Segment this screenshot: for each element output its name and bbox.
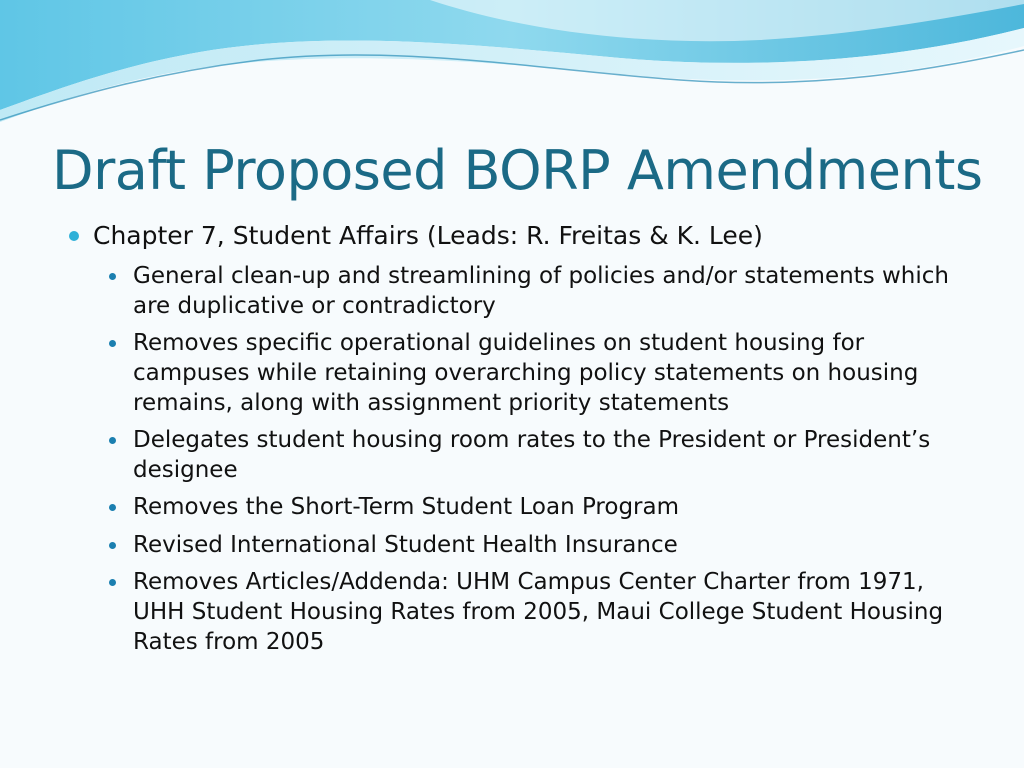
sub-bullet <box>133 261 973 321</box>
slide-title: Draft Proposed BORP Amendments <box>52 139 983 202</box>
sub-bullet <box>133 328 973 418</box>
sub-bullet <box>133 530 973 560</box>
bullet-dot-icon <box>109 504 116 511</box>
sub-bullet-text: Revised International Student Health Insurance <box>133 532 678 558</box>
bullet-dot-icon <box>109 340 116 347</box>
sub-bullet-text: General clean-up and streamlining of policies and/or statements which are duplicative or contradictory <box>133 263 949 319</box>
bullet-dot-icon <box>109 437 116 444</box>
bullet-dot-icon <box>109 542 116 549</box>
bullet-text: Chapter 7, Student Affairs (Leads: R. Freitas & K. Lee) <box>93 221 763 250</box>
sub-bullet-text: Removes the Short-Term Student Loan Program <box>133 494 680 520</box>
sub-bullet <box>133 567 973 657</box>
bullet-dot-icon <box>109 579 116 586</box>
bullet-dot-icon <box>109 273 116 280</box>
header-wave-decoration <box>0 0 1024 130</box>
sub-bullet-text: Delegates student housing room rates to the President or President’s designee <box>133 427 931 483</box>
sub-bullet <box>133 425 973 485</box>
bullet-dot-icon <box>69 231 79 241</box>
sub-bullet <box>133 492 973 522</box>
sub-bullet-text: Removes Articles/Addenda: UHM Campus Center Charter from 1971, UHH Student Housing Rates from 2005, Maui College Student Housing Rates from 2005 <box>133 569 944 655</box>
bullet-level1 <box>93 221 993 251</box>
sub-bullet-text: Removes specific operational guidelines on student housing for campuses while retaining overarching policy statements on housing remains, along with assignment priority statements <box>133 330 919 416</box>
